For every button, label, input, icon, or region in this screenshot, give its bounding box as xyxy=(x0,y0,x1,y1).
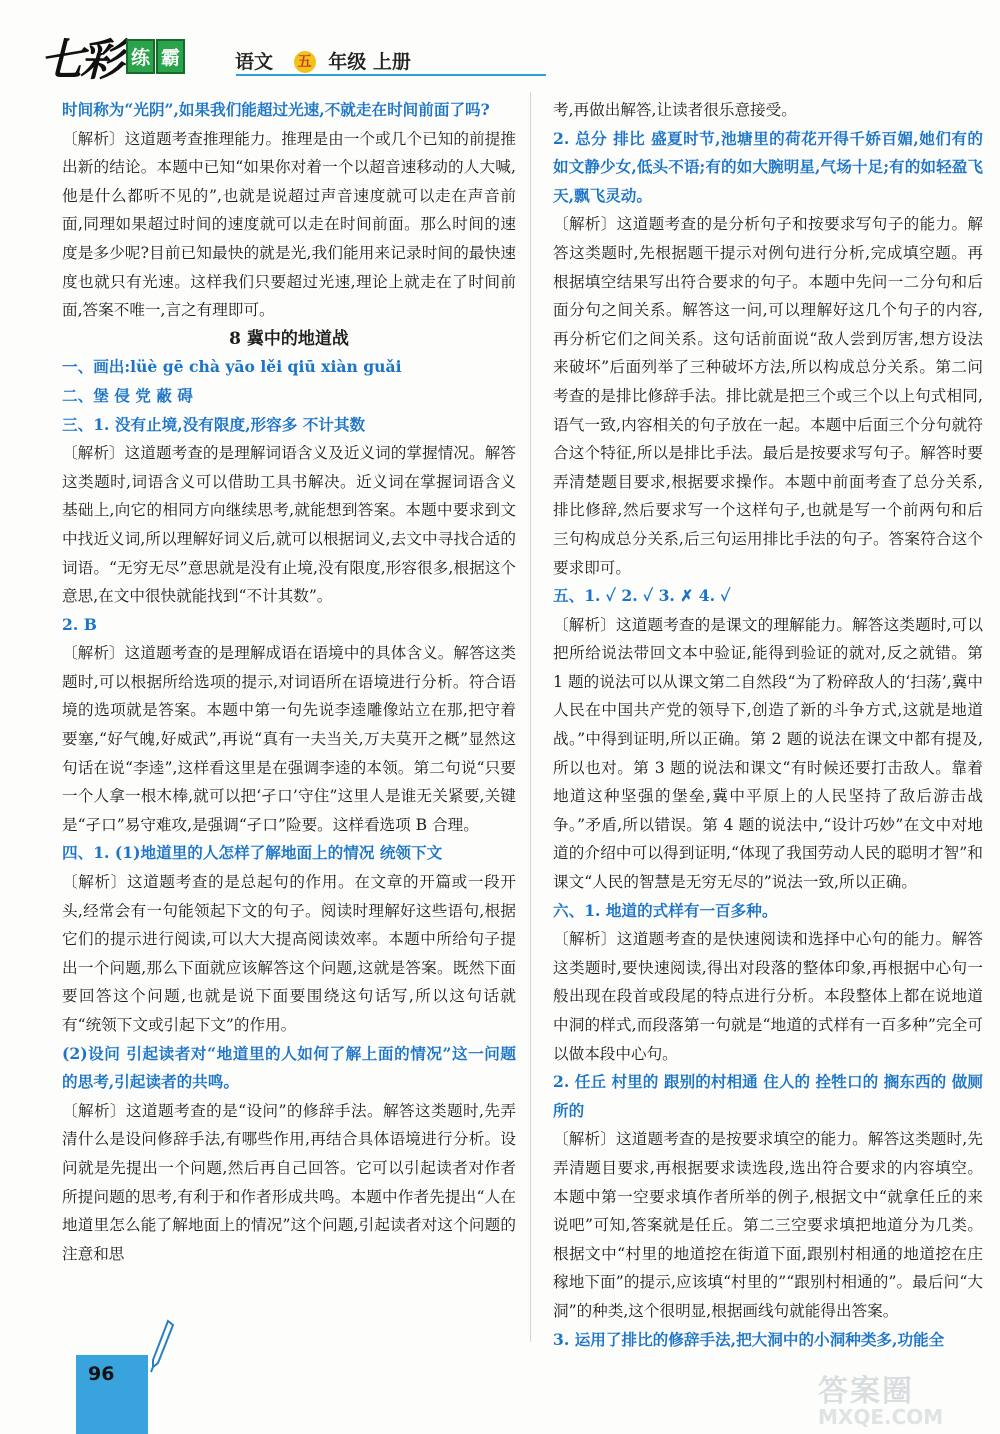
left-paragraph: 三、1. 没有止境,没有限度,形容多 不计其数 xyxy=(62,414,366,434)
right-paragraph: 3. 运用了排比的修辞手法,把大洞中的小洞种类多,功能全 xyxy=(553,1329,945,1349)
left-paragraph: 〔解析〕这道题考查的是总起句的作用。在文章的开篇或一段开头,经常会有一句能领起下文的句子。阅读时理解好这些语句,根据它们的提示进行阅读,可以大大提高阅读效率。本题中所给句子提出一个问题,那么下面就应该解答这个问题,这就是答案。既然下面要回答这个问题,也就是说下面要围绕这句话写,所以这句话就有“统领下文或引起下文”的作用。 xyxy=(62,873,516,1034)
subject-grade xyxy=(235,47,411,74)
page-header xyxy=(0,0,1000,84)
left-column xyxy=(62,96,516,1268)
column-divider xyxy=(530,92,531,1342)
left-paragraph: 四、1. (1)地道里的人怎样了解地面上的情况 统领下文 xyxy=(62,843,443,863)
watermark-url: MXQE.COM xyxy=(818,1405,944,1429)
left-paragraph: 〔解析〕这道题考查推理能力。推理是由一个或几个已知的前提推出新的结论。本题中已知“如果你对着一个以超音速移动的人大喊,他是什么都听不见的”,也就是说超过声音速度就可以走在声音前面,同理如果超过时间的速度就可以走在时间前面。那么时间的速度是多少呢?目前已知最快的就是光,我们能用来记录时间的最快速度也就只有光速。这样我们只要超过光速,理论上就走在了时间前面,答案不唯一,言之有理即可。 xyxy=(62,129,516,320)
left-paragraph: 〔解析〕这道题考查的是理解词语含义及近义词的掌握情况。解答这类题时,词语含义可以借助工具书解决。近义词在掌握词语含义基础上,向它的相同方向继续思考,就能想到答案。本题中要求到文中找近义词,所以理解好词义后,就可以根据词义,去文中寻找合适的词语。“无穷无尽”意思就是没有止境,没有限度,形容很多,根据这个意思,在文中很快就能找到“不计其数”。 xyxy=(62,444,516,606)
left-paragraph: 〔解析〕这道题考查的是理解成语在语境中的具体含义。解答这类题时,可以根据所给选项的提示,对词语所在语境进行分析。符合语境的选项就是答案。本题中第一句先说李逵雕像站立在那,把守着要塞,“好气魄,好威武”,再说“真有一夫当关,万夫莫开之概”显然这句话在说“李逵”,这样看这里是在强调李逵的本领。第二句说“只要一个人拿一根木棒,就可以把‘孑口’守住”这里人是谁无关紧要,关键是“孑口”易守难攻,是强调“孑口”险要。这样看选项 B 合理。 xyxy=(62,644,516,834)
right-paragraph: 考,再做出解答,让读者很乐意接受。 xyxy=(553,101,797,119)
logo-box-2: 霸 xyxy=(156,39,185,74)
left-paragraph: 〔解析〕这道题考查的是“设问”的修辞手法。解答这类题时,先弄清什么是设问修辞手法,有哪些作用,再结合具体语境进行分析。设问就是先提出一个问题,然后再自己回答。它可以引起读者对作者所提问题的思考,有利于和作者形成共鸣。本题中作者先提出“人在地道里怎么能了解地面上的情况”这个问题,引起读者对这个问题的注意和思 xyxy=(62,1101,516,1263)
left-paragraph: 2. B xyxy=(62,614,97,634)
right-paragraph: 五、1. ✓ 2. ✓ 3. ✗ 4. ✓ xyxy=(553,586,731,606)
right-column xyxy=(553,96,983,1354)
watermark-logo: 答案圈 xyxy=(818,1374,914,1409)
grade-label: 年级 上册 xyxy=(328,51,411,73)
logo-main: 七彩 xyxy=(40,35,120,86)
left-paragraph: (2)设问 引起读者对“地道里的人如何了解上面的情况”这一问题的思考,引起读者的共鸣。 xyxy=(62,1043,516,1092)
left-paragraph: 一、画出:lüè gē chà yāo lěi qiū xiàn guǎi xyxy=(62,357,402,377)
right-paragraph: 〔解析〕这道题考查的是快速阅读和选择中心句的能力。解答这类题时,要快速阅读,得出对段落的整体印象,再根据中心句一般出现在段首或段尾的特点进行分析。本段整体上都在说地道中洞的样式,而段落第一句就是“地道的式样有一百多种”完全可以做本段中心句。 xyxy=(553,930,983,1063)
right-paragraph: 2. 总分 排比 盛夏时节,池塘里的荷花开得千娇百媚,她们有的如文静少女,低头不语;有的如大腕明星,气场十足;有的如轻盈飞天,飘飞灵动。 xyxy=(553,128,983,205)
right-paragraph: 〔解析〕这道题考查的是按要求填空的能力。解答这类题时,先弄清题目要求,再根据要求读选段,选出符合要求的内容填空。本题中第一空要求填作者所举的例子,根据文中“就拿任丘的来说吧”可知,答案就是任丘。第二三空要求填把地道分为几类。根据文中“村里的地道挖在街道下面,跟别村相通的地道挖在庄稼地下面”的提示,应该填“村里的”“跟别村相通的”。最后问“大洞”的种类,这个很明显,根据画线句就能得出答案。 xyxy=(553,1130,983,1320)
logo-box-1: 练 xyxy=(126,39,155,74)
right-paragraph: 2. 任丘 村里的 跟别的村相通 住人的 拴牲口的 搁东西的 做厕所的 xyxy=(553,1072,983,1120)
right-paragraph: 〔解析〕这道题考查的是分析句子和按要求写句子的能力。解答这类题时,先根据题干提示对例句进行分析,完成填空题。再根据填空结果写出符合要求的句子。本题中先问一二分句和后面分句之间关系。解答这一问,可以理解好这几个句子的内容,再分析它们之间关系。这句话前面说“敌人尝到厉害,想方设法来破坏”后面列举了三种破坏方法,所以构成总分关系。第二问考查的是排比修辞手法。排比就是把三个或三个以上句式相同,语气一致,内容相关的句子放在一起。本题中后面三个分句就符合这个特征,所以是排比手法。最后是按要求写句子。解答时要弄清楚题目要求,根据要求操作。本题中前面考查了总分关系,排比修辞,然后要求写一个这样句子,也就是写一个前两句和后三句构成总分关系,后三句运用排比手法的句子。答案符合这个要求即可。 xyxy=(553,215,983,577)
right-paragraph: 〔解析〕这道题考查的是课文的理解能力。解答这类题时,可以把所给说法带回文本中验证,能得到验证的就对,反之就错。第 1 题的说法可以从课文第二自然段“为了粉碎敌人的‘扫荡’,冀中人民在中国共产党的领导下,创造了新的斗争方式,这就是地道战。”中得到证明,所以正确。第 2 题的说法在课文中都有提及,所以也对。第 3 题的说法和课文“有时候还要打击敌人。靠着地道这种坚强的堡垒,冀中平原上的人民坚持了敌后游击战争。”矛盾,所以错误。第 4 题的说法中,“设计巧妙”在文中对地道的介绍中可以得到证明,“体现了我国劳动人民的聪明才智”和课文“人民的智慧是无穷无尽的”说法一致,所以正确。 xyxy=(553,615,983,892)
subject-label: 语文 xyxy=(235,51,274,73)
book-logo xyxy=(40,24,185,88)
left-paragraph: 二、堡 侵 党 蔽 碍 xyxy=(62,385,193,405)
left-paragraph: 时间称为“光阴”,如果我们能超过光速,不就走在时间前面了吗? xyxy=(62,100,490,119)
page-number: 96 xyxy=(88,1363,115,1385)
grade-badge: 五 xyxy=(294,51,316,73)
pencil-icon xyxy=(150,1319,174,1373)
header-rule xyxy=(236,74,546,76)
left-paragraph: 8 冀中的地道战 xyxy=(229,328,349,349)
right-paragraph: 六、1. 地道的式样有一百多种。 xyxy=(553,900,778,920)
